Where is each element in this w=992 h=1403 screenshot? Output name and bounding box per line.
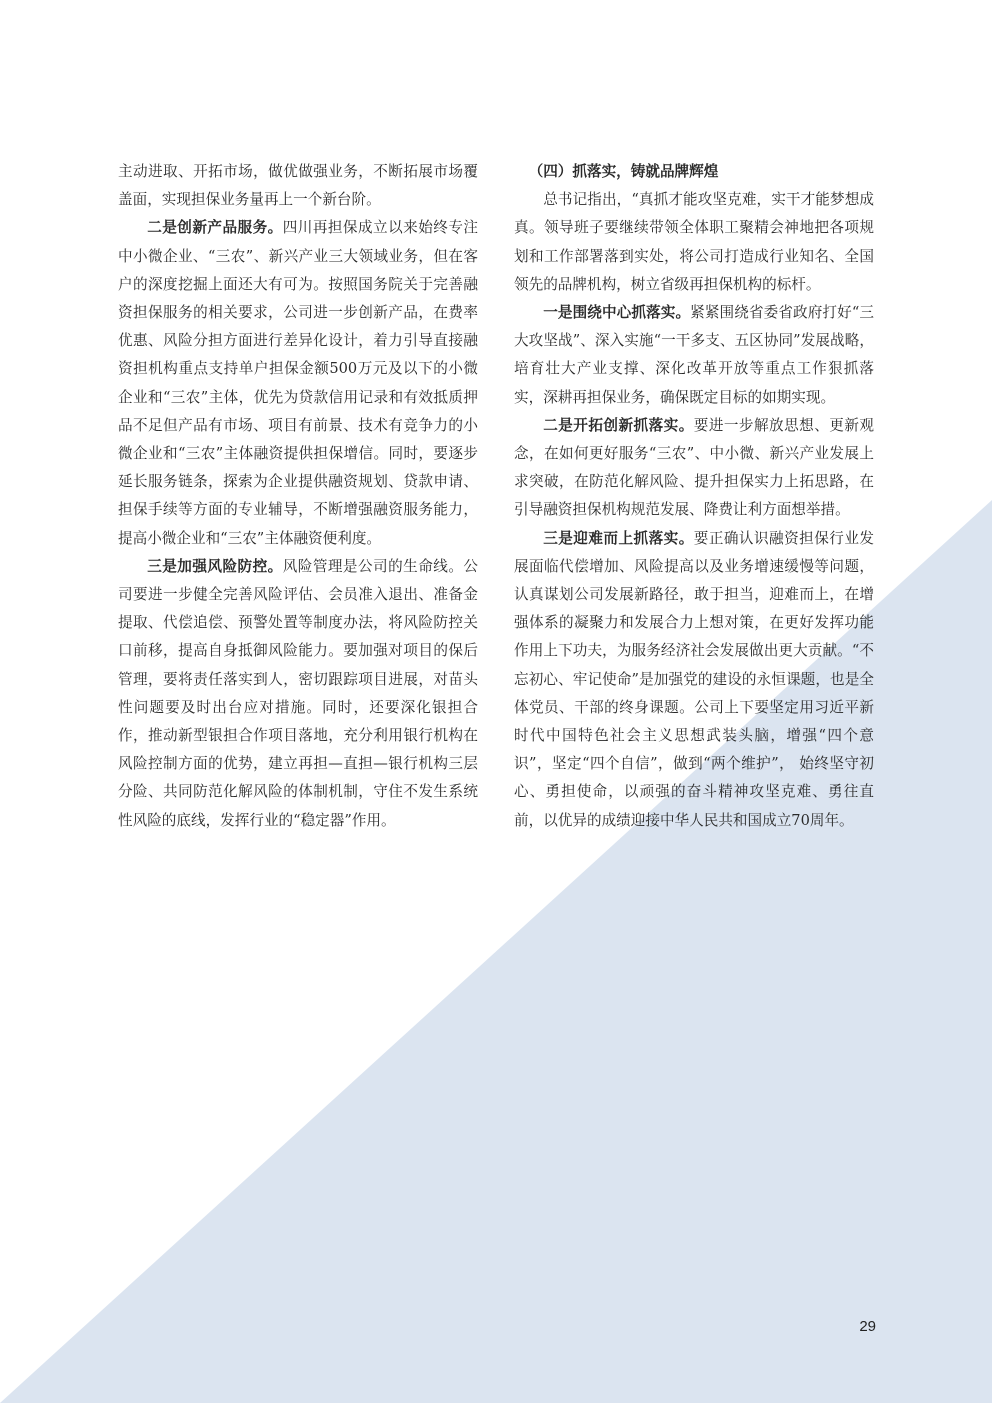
right-paragraph-4-body: 要正确认识融资担保行业发展面临代偿增加、风险提高以及业务增速缓慢等问题，认真谋划公司发展新路径，敢于担当，迎难而上，在增强体系的凝聚力和发展合力上想对策，在更好发挥功能作用上下功夫，为服务经济社会发展做出更大贡献。“不忘初心、牢记使命”是加强党的建设的永恒课题，也是全体党员、干部的终身课题。公司上下要坚定用习近平新时代中国特色社会主义思想武装头脑，增强“四个意识”，坚定“四个自信”，做到“两个维护”， 始终坚守初心、勇担使命，以顽强的奋斗精神攻坚克难、勇往直前，以优异的成绩迎接中华人民共和国成立70周年。 (514, 529, 874, 829)
left-paragraph-3-lead: 三是加强风险防控。 (147, 557, 283, 575)
right-paragraph-3-body: 要进一步解放思想、更新观念，在如何更好服务“三农”、中小微、新兴产业发展上求突破，在防范化解风险、提升担保实力上拓思路，在引导融资担保机构规范发展、降费让利方面想举措。 (514, 416, 874, 519)
left-paragraph-1: 主动进取、开拓市场，做优做强业务，不断拓展市场覆盖面，实现担保业务量再上一个新台阶。 (118, 163, 478, 209)
right-paragraph-3 (514, 412, 874, 525)
right-paragraph-3-lead: 二是开拓创新抓落实。 (543, 416, 694, 434)
right-paragraph-4-lead: 三是迎难而上抓落实。 (543, 529, 694, 547)
section-heading: （四）抓落实，铸就品牌辉煌 (528, 163, 719, 180)
right-paragraph-2-body: 紧紧围绕省委省政府打好“三大攻坚战”、深入实施“一干多支、五区协同”发展战略，培育壮大产业支撑、深化改革开放等重点工作狠抓落实，深耕再担保业务，确保既定目标的如期实现。 (514, 304, 874, 406)
right-paragraph-4 (514, 525, 874, 835)
left-paragraph-3 (118, 553, 478, 835)
right-paragraph-2 (514, 299, 874, 412)
right-paragraph-1: 总书记指出，“真抓才能攻坚克难，实干才能梦想成真。领导班子要继续带领全体职工聚精会神地把各项规划和工作部署落到实处，将公司打造成行业知名、全国领先的品牌机构，树立省级再担保机构的标杆。 (514, 191, 874, 293)
left-column (118, 158, 478, 835)
right-column (514, 158, 874, 835)
right-paragraph-2-lead: 一是围绕中心抓落实。 (543, 304, 691, 322)
left-paragraph-2-body: 四川再担保成立以来始终专注中小微企业、“三农”、新兴产业三大领域业务，但在客户的深度挖掘上面还大有可为。按照国务院关于完善融资担保服务的相关要求，公司进一步创新产品，在费率优惠、风险分担方面进行差异化设计，着力引导直接融资担机构重点支持单户担保金额500万元及以下的小微企业和“三农”主体，优先为贷款信用记录和有效抵质押品不足但产品有市场、项目有前景、技术有竞争力的小微企业和“三农”主体融资提供担保增信。同时，要逐步延长服务链条，探索为企业提供融资规划、贷款申请、担保手续等方面的专业辅导，不断增强融资服务能力，提高小微企业和“三农”主体融资便利度。 (118, 219, 478, 547)
left-paragraph-2 (118, 214, 478, 552)
left-paragraph-3-body: 风险管理是公司的生命线。公司要进一步健全完善风险评估、会员准入退出、准备金提取、代偿追偿、预警处置等制度办法，将风险防控关口前移，提高自身抵御风险能力。要加强对项目的保后管理，要将责任落实到人，密切跟踪项目进展，对苗头性问题要及时出台应对措施。同时，还要深化银担合作，推动新型银担合作项目落地，充分利用银行机构在风险控制方面的优势，建立再担—直担—银行机构三层分险、共同防范化解风险的体制机制，守住不发生系统性风险的底线，发挥行业的“稳定器”作用。 (118, 557, 478, 829)
page-number: 29 (859, 1318, 876, 1335)
left-paragraph-2-lead: 二是创新产品服务。 (147, 219, 283, 237)
